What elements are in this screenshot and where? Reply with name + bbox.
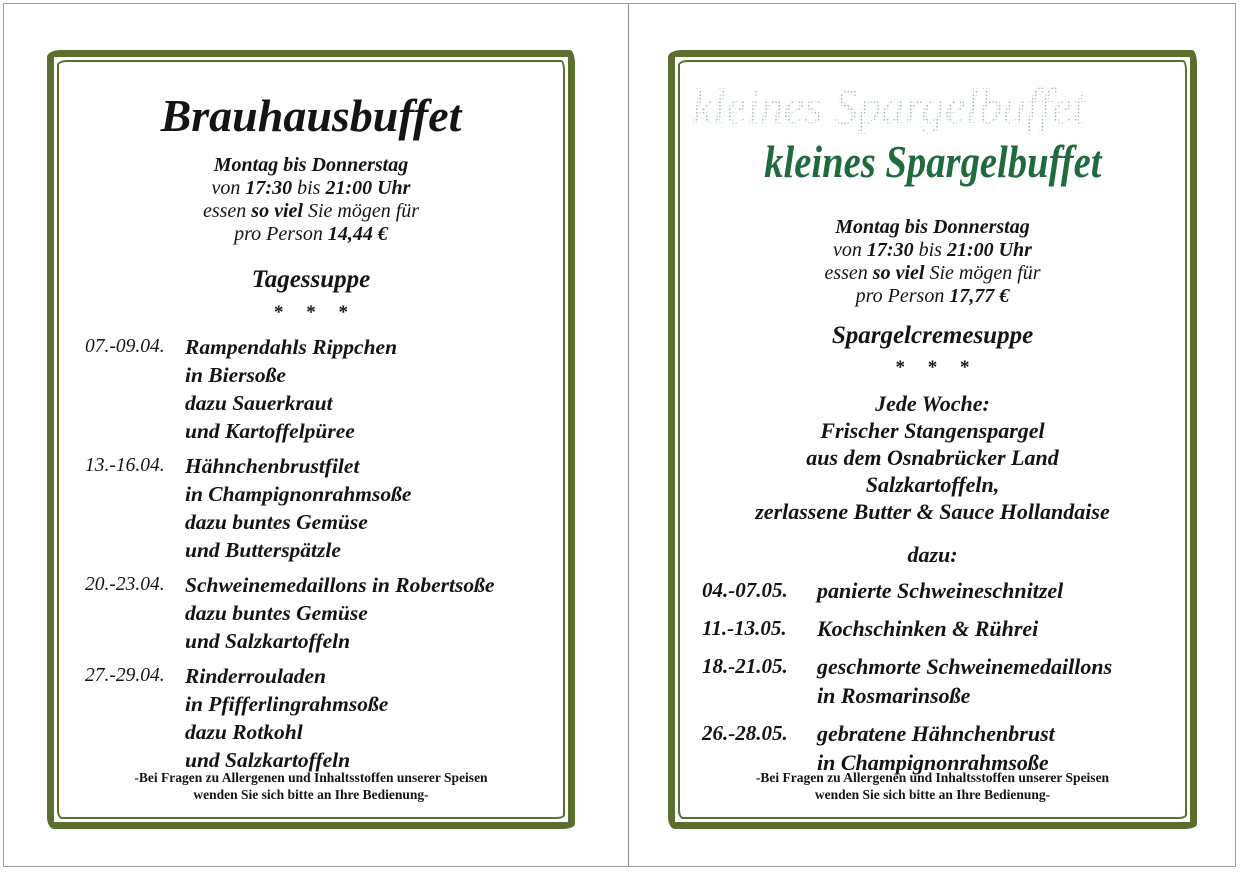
menu-border-inner xyxy=(57,60,565,819)
item-line: in Rosmarinsoße xyxy=(817,683,971,708)
item-description xyxy=(185,662,388,774)
menu-item-row xyxy=(61,571,561,655)
page-title: kleines Spargelbuffet xyxy=(763,136,1102,187)
item-line: geschmorte Schweinemedaillons xyxy=(817,654,1113,679)
item-description xyxy=(185,452,411,564)
menu-page-brauhausbuffet xyxy=(47,50,575,829)
menu-item-row xyxy=(61,333,561,445)
course-title: Tagessuppe xyxy=(251,266,371,293)
item-line: Schweinemedaillons in Robertsoße xyxy=(185,573,495,597)
schedule-line-price: pro Person 14,44 € xyxy=(234,223,388,245)
item-description xyxy=(185,571,494,655)
item-date: 04.-07.05. xyxy=(702,578,788,602)
menu-item-row xyxy=(61,662,561,774)
menu-content-right xyxy=(682,64,1183,815)
weekly-line: Frischer Stangenspargel xyxy=(820,418,1045,443)
item-line: dazu Sauerkraut xyxy=(185,391,333,415)
item-date: 11.-13.05. xyxy=(702,616,787,640)
allergen-note-line: wenden Sie sich bitte an Ihre Bedienung- xyxy=(814,787,1051,802)
schedule-line-hours: von 17:30 bis 21:00 Uhr xyxy=(833,239,1032,261)
item-line: in Champignonrahmsoße xyxy=(185,482,412,506)
dazu-label: dazu: xyxy=(907,542,958,567)
item-line: und Salzkartoffeln xyxy=(185,629,351,653)
item-line: Hähnchenbrustfilet xyxy=(185,454,360,478)
menu-item-row xyxy=(61,452,561,564)
item-date: 26.-28.05. xyxy=(702,721,788,745)
weekly-line: aus dem Osnabrücker Land xyxy=(806,445,1059,470)
item-line: in Pfifferlingrahmsoße xyxy=(185,692,389,716)
schedule-line-days: Montag bis Donnerstag xyxy=(213,154,409,176)
schedule-line-hours: von 17:30 bis 21:00 Uhr xyxy=(211,177,411,199)
menu-item-row xyxy=(682,614,1183,643)
schedule-line-offer: essen so viel Sie mögen für xyxy=(824,262,1041,284)
item-line: Rinderrouladen xyxy=(185,664,326,688)
item-date: 20.-23.04. xyxy=(85,574,165,595)
item-description xyxy=(185,333,397,445)
item-description xyxy=(817,576,1063,605)
item-description xyxy=(817,652,1112,710)
allergen-note-line: -Bei Fragen zu Allergenen und Inhaltsstoffen unserer Speisen xyxy=(755,770,1110,785)
item-line: dazu buntes Gemüse xyxy=(185,510,368,534)
item-line: Kochschinken & Rührei xyxy=(817,616,1039,641)
allergen-note-line: -Bei Fragen zu Allergenen und Inhaltsstoffen unserer Speisen xyxy=(134,770,488,785)
item-line: panierte Schweineschnitzel xyxy=(817,578,1064,603)
schedule-line-days: Montag bis Donnerstag xyxy=(835,216,1030,238)
menu-content-left xyxy=(61,64,561,815)
item-line: und Kartoffelpüree xyxy=(185,419,355,443)
item-description xyxy=(817,614,1038,643)
item-line: gebratene Hähnchenbrust xyxy=(817,721,1055,746)
menu-item-row xyxy=(682,652,1183,710)
item-line: dazu buntes Gemüse xyxy=(185,601,368,625)
schedule-line-offer: essen so viel Sie mögen für xyxy=(202,200,420,222)
stars-separator: * * * xyxy=(895,357,979,378)
weekly-line: Jede Woche: xyxy=(875,391,990,416)
item-line: in Biersoße xyxy=(185,363,286,387)
page-divider xyxy=(628,4,629,866)
item-line: in Champignonrahmsoße xyxy=(817,750,1049,775)
menu-item-list xyxy=(61,333,561,774)
weekly-line: Salzkartoffeln, xyxy=(865,472,1000,497)
schedule-block xyxy=(682,216,1183,308)
schedule-line-price: pro Person 17,77 € xyxy=(855,285,1010,307)
item-line: und Salzkartoffeln xyxy=(185,748,351,772)
allergen-note xyxy=(61,769,561,803)
menu-item-row xyxy=(682,576,1183,605)
allergen-note xyxy=(682,769,1183,803)
schedule-block xyxy=(61,154,561,246)
weekly-offer-block xyxy=(682,390,1183,525)
item-date: 13.-16.04. xyxy=(85,455,165,476)
stars-separator: * * * xyxy=(274,302,357,323)
page-title: Brauhausbuffet xyxy=(160,90,462,141)
page-title-ghost: kleines Spargelbuffet xyxy=(692,78,1086,134)
menu-item-list xyxy=(682,576,1183,777)
course-title: Spargelcremesuppe xyxy=(831,322,1034,349)
weekly-line: zerlassene Butter & Sauce Hollandaise xyxy=(755,499,1110,524)
menu-border-inner xyxy=(678,60,1187,819)
item-date: 07.-09.04. xyxy=(85,336,165,357)
item-line: Rampendahls Rippchen xyxy=(185,335,398,359)
menu-page-spargelbuffet xyxy=(668,50,1197,829)
item-line: und Butterspätzle xyxy=(185,538,341,562)
item-date: 18.-21.05. xyxy=(702,654,788,678)
item-line: dazu Rotkohl xyxy=(185,720,303,744)
item-date: 27.-29.04. xyxy=(85,665,165,686)
allergen-note-line: wenden Sie sich bitte an Ihre Bedienung- xyxy=(193,787,429,802)
